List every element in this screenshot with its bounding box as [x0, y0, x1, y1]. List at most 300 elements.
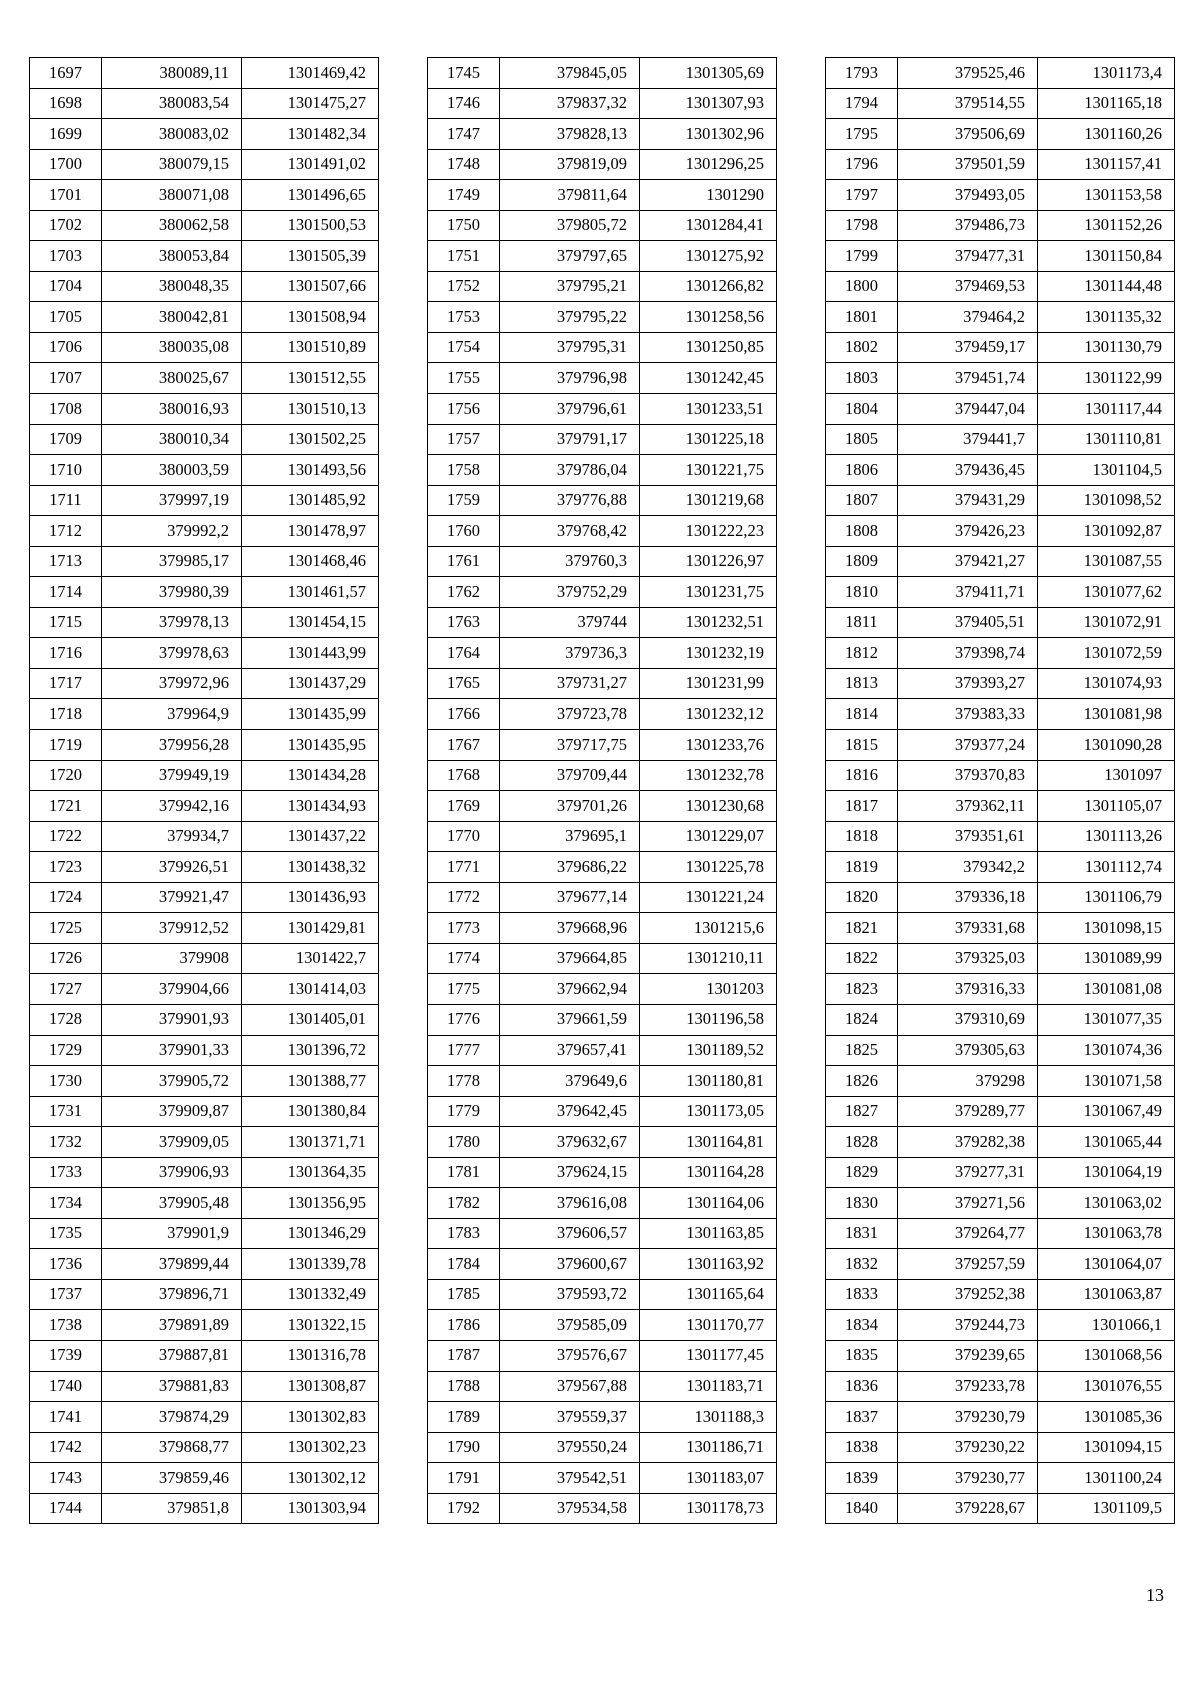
table-row [30, 1371, 379, 1402]
x-coordinate-cell: 379811,64 [500, 180, 640, 211]
y-coordinate-cell: 1301072,59 [1038, 638, 1175, 669]
y-coordinate-cell: 1301485,92 [242, 485, 379, 516]
point-number-cell: 1790 [428, 1432, 500, 1463]
point-number-cell: 1799 [826, 241, 898, 272]
point-number-cell: 1722 [30, 821, 102, 852]
x-coordinate-cell: 379228,67 [898, 1493, 1038, 1524]
x-coordinate-cell: 379271,56 [898, 1188, 1038, 1219]
x-coordinate-cell: 379796,61 [500, 394, 640, 425]
point-number-cell: 1781 [428, 1157, 500, 1188]
x-coordinate-cell: 379632,67 [500, 1127, 640, 1158]
table-row [428, 1249, 777, 1280]
x-coordinate-cell: 379331,68 [898, 913, 1038, 944]
table-row [30, 485, 379, 516]
point-number-cell: 1835 [826, 1340, 898, 1371]
y-coordinate-cell: 1301507,66 [242, 271, 379, 302]
table-row [30, 1249, 379, 1280]
table-row [826, 1218, 1175, 1249]
table-row [30, 394, 379, 425]
point-number-cell: 1716 [30, 638, 102, 669]
point-number-cell: 1820 [826, 882, 898, 913]
y-coordinate-cell: 1301468,46 [242, 546, 379, 577]
x-coordinate-cell: 379881,83 [102, 1371, 242, 1402]
table-row [428, 1371, 777, 1402]
x-coordinate-cell: 379362,11 [898, 791, 1038, 822]
table-row [826, 485, 1175, 516]
table-row [428, 1310, 777, 1341]
y-coordinate-cell: 1301189,52 [640, 1035, 777, 1066]
point-number-cell: 1744 [30, 1493, 102, 1524]
point-number-cell: 1802 [826, 332, 898, 363]
table-row [428, 1035, 777, 1066]
table-row [826, 332, 1175, 363]
table-row [826, 638, 1175, 669]
table-row [826, 271, 1175, 302]
table-row [30, 546, 379, 577]
table-row [30, 119, 379, 150]
table-row [428, 1279, 777, 1310]
x-coordinate-cell: 379370,83 [898, 760, 1038, 791]
table-row [826, 149, 1175, 180]
x-coordinate-cell: 379791,17 [500, 424, 640, 455]
point-number-cell: 1698 [30, 88, 102, 119]
table-row [826, 577, 1175, 608]
point-number-cell: 1720 [30, 760, 102, 791]
y-coordinate-cell: 1301422,7 [242, 943, 379, 974]
table-row [30, 1188, 379, 1219]
x-coordinate-cell: 379899,44 [102, 1249, 242, 1280]
table-row [30, 1463, 379, 1494]
y-coordinate-cell: 1301339,78 [242, 1249, 379, 1280]
point-number-cell: 1741 [30, 1402, 102, 1433]
x-coordinate-cell: 379550,24 [500, 1432, 640, 1463]
y-coordinate-cell: 1301275,92 [640, 241, 777, 272]
x-coordinate-cell: 380062,58 [102, 210, 242, 241]
table-row [428, 913, 777, 944]
y-coordinate-cell: 1301064,19 [1038, 1157, 1175, 1188]
x-coordinate-cell: 379411,71 [898, 577, 1038, 608]
table-row [428, 546, 777, 577]
table-row [826, 1035, 1175, 1066]
table-row [30, 1004, 379, 1035]
x-coordinate-cell: 379978,13 [102, 607, 242, 638]
table-row [826, 974, 1175, 1005]
x-coordinate-cell: 379289,77 [898, 1096, 1038, 1127]
x-coordinate-cell: 379405,51 [898, 607, 1038, 638]
table-row [30, 424, 379, 455]
table-row [428, 852, 777, 883]
point-number-cell: 1808 [826, 516, 898, 547]
page-number: 13 [1146, 1585, 1164, 1605]
y-coordinate-cell: 1301076,55 [1038, 1371, 1175, 1402]
x-coordinate-cell: 379851,8 [102, 1493, 242, 1524]
x-coordinate-cell: 379661,59 [500, 1004, 640, 1035]
x-coordinate-cell: 379436,45 [898, 455, 1038, 486]
x-coordinate-cell: 379264,77 [898, 1218, 1038, 1249]
y-coordinate-cell: 1301196,58 [640, 1004, 777, 1035]
table-row [428, 943, 777, 974]
x-coordinate-cell: 379464,2 [898, 302, 1038, 333]
x-coordinate-cell: 379576,67 [500, 1340, 640, 1371]
point-number-cell: 1833 [826, 1279, 898, 1310]
point-number-cell: 1701 [30, 180, 102, 211]
point-number-cell: 1728 [30, 1004, 102, 1035]
table-row [826, 1463, 1175, 1494]
point-number-cell: 1787 [428, 1340, 500, 1371]
x-coordinate-cell: 380035,08 [102, 332, 242, 363]
y-coordinate-cell: 1301068,56 [1038, 1340, 1175, 1371]
table-row [826, 302, 1175, 333]
point-number-cell: 1838 [826, 1432, 898, 1463]
y-coordinate-cell: 1301225,78 [640, 852, 777, 883]
table-row [30, 852, 379, 883]
x-coordinate-cell: 379686,22 [500, 852, 640, 883]
x-coordinate-cell: 379901,9 [102, 1218, 242, 1249]
table-row [30, 241, 379, 272]
x-coordinate-cell: 379649,6 [500, 1066, 640, 1097]
table-row [826, 1432, 1175, 1463]
table-row [826, 1157, 1175, 1188]
x-coordinate-cell: 379477,31 [898, 241, 1038, 272]
table-row [428, 1004, 777, 1035]
x-coordinate-cell: 379668,96 [500, 913, 640, 944]
table-row [30, 913, 379, 944]
point-number-cell: 1823 [826, 974, 898, 1005]
y-coordinate-cell: 1301100,24 [1038, 1463, 1175, 1494]
y-coordinate-cell: 1301066,1 [1038, 1310, 1175, 1341]
y-coordinate-cell: 1301074,93 [1038, 668, 1175, 699]
table-row [826, 424, 1175, 455]
y-coordinate-cell: 1301437,29 [242, 668, 379, 699]
table-row [30, 1066, 379, 1097]
y-coordinate-cell: 1301180,81 [640, 1066, 777, 1097]
x-coordinate-cell: 379606,57 [500, 1218, 640, 1249]
y-coordinate-cell: 1301482,34 [242, 119, 379, 150]
point-number-cell: 1724 [30, 882, 102, 913]
y-coordinate-cell: 1301215,6 [640, 913, 777, 944]
y-coordinate-cell: 1301316,78 [242, 1340, 379, 1371]
y-coordinate-cell: 1301380,84 [242, 1096, 379, 1127]
y-coordinate-cell: 1301396,72 [242, 1035, 379, 1066]
table-row [428, 485, 777, 516]
table-row [30, 516, 379, 547]
table-row [826, 394, 1175, 425]
y-coordinate-cell: 1301435,95 [242, 730, 379, 761]
y-coordinate-cell: 1301077,35 [1038, 1004, 1175, 1035]
table-row [826, 119, 1175, 150]
y-coordinate-cell: 1301242,45 [640, 363, 777, 394]
point-number-cell: 1733 [30, 1157, 102, 1188]
point-number-cell: 1749 [428, 180, 500, 211]
point-number-cell: 1742 [30, 1432, 102, 1463]
x-coordinate-cell: 379796,98 [500, 363, 640, 394]
y-coordinate-cell: 1301160,26 [1038, 119, 1175, 150]
table-row [826, 1402, 1175, 1433]
x-coordinate-cell: 379585,09 [500, 1310, 640, 1341]
table-row [30, 1035, 379, 1066]
point-number-cell: 1757 [428, 424, 500, 455]
x-coordinate-cell: 379997,19 [102, 485, 242, 516]
x-coordinate-cell: 379316,33 [898, 974, 1038, 1005]
point-number-cell: 1817 [826, 791, 898, 822]
x-coordinate-cell: 379695,1 [500, 821, 640, 852]
x-coordinate-cell: 379642,45 [500, 1096, 640, 1127]
point-number-cell: 1810 [826, 577, 898, 608]
y-coordinate-cell: 1301232,78 [640, 760, 777, 791]
table-row [826, 791, 1175, 822]
table-row [826, 730, 1175, 761]
y-coordinate-cell: 1301098,15 [1038, 913, 1175, 944]
table-row [428, 455, 777, 486]
point-number-cell: 1800 [826, 271, 898, 302]
point-number-cell: 1795 [826, 119, 898, 150]
y-coordinate-cell: 1301165,18 [1038, 88, 1175, 119]
table-row [30, 332, 379, 363]
x-coordinate-cell: 379980,39 [102, 577, 242, 608]
y-coordinate-cell: 1301109,5 [1038, 1493, 1175, 1524]
x-coordinate-cell: 379567,88 [500, 1371, 640, 1402]
point-number-cell: 1777 [428, 1035, 500, 1066]
y-coordinate-cell: 1301371,71 [242, 1127, 379, 1158]
y-coordinate-cell: 1301478,97 [242, 516, 379, 547]
y-coordinate-cell: 1301322,15 [242, 1310, 379, 1341]
point-number-cell: 1697 [30, 58, 102, 89]
x-coordinate-cell: 379305,63 [898, 1035, 1038, 1066]
x-coordinate-cell: 379905,72 [102, 1066, 242, 1097]
point-number-cell: 1788 [428, 1371, 500, 1402]
table-row [30, 180, 379, 211]
table-row [826, 943, 1175, 974]
table-row [30, 1402, 379, 1433]
y-coordinate-cell: 1301231,99 [640, 668, 777, 699]
point-number-cell: 1738 [30, 1310, 102, 1341]
x-coordinate-cell: 380053,84 [102, 241, 242, 272]
y-coordinate-cell: 1301356,95 [242, 1188, 379, 1219]
point-number-cell: 1826 [826, 1066, 898, 1097]
x-coordinate-cell: 379891,89 [102, 1310, 242, 1341]
point-number-cell: 1779 [428, 1096, 500, 1127]
table-row [428, 668, 777, 699]
x-coordinate-cell: 379325,03 [898, 943, 1038, 974]
point-number-cell: 1773 [428, 913, 500, 944]
table-row [30, 1127, 379, 1158]
y-coordinate-cell: 1301081,08 [1038, 974, 1175, 1005]
table-row [30, 577, 379, 608]
table-row [428, 180, 777, 211]
point-number-cell: 1758 [428, 455, 500, 486]
y-coordinate-cell: 1301219,68 [640, 485, 777, 516]
x-coordinate-cell: 379901,33 [102, 1035, 242, 1066]
y-coordinate-cell: 1301332,49 [242, 1279, 379, 1310]
table-row [30, 1432, 379, 1463]
y-coordinate-cell: 1301221,75 [640, 455, 777, 486]
y-coordinate-cell: 1301087,55 [1038, 546, 1175, 577]
y-coordinate-cell: 1301229,07 [640, 821, 777, 852]
y-coordinate-cell: 1301153,58 [1038, 180, 1175, 211]
point-number-cell: 1796 [826, 149, 898, 180]
y-coordinate-cell: 1301173,05 [640, 1096, 777, 1127]
point-number-cell: 1834 [826, 1310, 898, 1341]
table-row [428, 516, 777, 547]
y-coordinate-cell: 1301434,93 [242, 791, 379, 822]
x-coordinate-cell: 379677,14 [500, 882, 640, 913]
y-coordinate-cell: 1301065,44 [1038, 1127, 1175, 1158]
y-coordinate-cell: 1301505,39 [242, 241, 379, 272]
y-coordinate-cell: 1301346,29 [242, 1218, 379, 1249]
x-coordinate-cell: 379805,72 [500, 210, 640, 241]
y-coordinate-cell: 1301302,12 [242, 1463, 379, 1494]
point-number-cell: 1836 [826, 1371, 898, 1402]
point-number-cell: 1789 [428, 1402, 500, 1433]
x-coordinate-cell: 379905,48 [102, 1188, 242, 1219]
table-row [428, 638, 777, 669]
x-coordinate-cell: 379956,28 [102, 730, 242, 761]
point-number-cell: 1782 [428, 1188, 500, 1219]
y-coordinate-cell: 1301307,93 [640, 88, 777, 119]
point-number-cell: 1708 [30, 394, 102, 425]
y-coordinate-cell: 1301436,93 [242, 882, 379, 913]
x-coordinate-cell: 379736,3 [500, 638, 640, 669]
point-number-cell: 1707 [30, 363, 102, 394]
y-coordinate-cell: 1301461,57 [242, 577, 379, 608]
table-row [826, 913, 1175, 944]
table-row [826, 1279, 1175, 1310]
table-row [30, 1340, 379, 1371]
x-coordinate-cell: 379616,08 [500, 1188, 640, 1219]
point-number-cell: 1753 [428, 302, 500, 333]
x-coordinate-cell: 379230,77 [898, 1463, 1038, 1494]
y-coordinate-cell: 1301157,41 [1038, 149, 1175, 180]
table-row [428, 149, 777, 180]
x-coordinate-cell: 379664,85 [500, 943, 640, 974]
coordinates-table-3 [825, 57, 1175, 1524]
point-number-cell: 1780 [428, 1127, 500, 1158]
point-number-cell: 1726 [30, 943, 102, 974]
y-coordinate-cell: 1301183,07 [640, 1463, 777, 1494]
x-coordinate-cell: 379909,05 [102, 1127, 242, 1158]
y-coordinate-cell: 1301475,27 [242, 88, 379, 119]
point-number-cell: 1735 [30, 1218, 102, 1249]
table-row [30, 943, 379, 974]
x-coordinate-cell: 379985,17 [102, 546, 242, 577]
x-coordinate-cell: 379906,93 [102, 1157, 242, 1188]
table-row [826, 241, 1175, 272]
y-coordinate-cell: 1301230,68 [640, 791, 777, 822]
y-coordinate-cell: 1301284,41 [640, 210, 777, 241]
x-coordinate-cell: 379868,77 [102, 1432, 242, 1463]
point-number-cell: 1721 [30, 791, 102, 822]
x-coordinate-cell: 379431,29 [898, 485, 1038, 516]
point-number-cell: 1766 [428, 699, 500, 730]
point-number-cell: 1740 [30, 1371, 102, 1402]
x-coordinate-cell: 380042,81 [102, 302, 242, 333]
y-coordinate-cell: 1301210,11 [640, 943, 777, 974]
y-coordinate-cell: 1301077,62 [1038, 577, 1175, 608]
x-coordinate-cell: 380025,67 [102, 363, 242, 394]
table-row [428, 760, 777, 791]
y-coordinate-cell: 1301232,19 [640, 638, 777, 669]
x-coordinate-cell: 379912,52 [102, 913, 242, 944]
point-number-cell: 1797 [826, 180, 898, 211]
x-coordinate-cell: 379310,69 [898, 1004, 1038, 1035]
y-coordinate-cell: 1301258,56 [640, 302, 777, 333]
x-coordinate-cell: 379657,41 [500, 1035, 640, 1066]
table-row [30, 149, 379, 180]
point-number-cell: 1824 [826, 1004, 898, 1035]
x-coordinate-cell: 379768,42 [500, 516, 640, 547]
table-row [30, 1279, 379, 1310]
y-coordinate-cell: 1301178,73 [640, 1493, 777, 1524]
x-coordinate-cell: 379506,69 [898, 119, 1038, 150]
y-coordinate-cell: 1301067,49 [1038, 1096, 1175, 1127]
x-coordinate-cell: 380048,35 [102, 271, 242, 302]
point-number-cell: 1803 [826, 363, 898, 394]
table-row [826, 607, 1175, 638]
y-coordinate-cell: 1301072,91 [1038, 607, 1175, 638]
table-row [428, 730, 777, 761]
x-coordinate-cell: 379230,22 [898, 1432, 1038, 1463]
point-number-cell: 1714 [30, 577, 102, 608]
point-number-cell: 1713 [30, 546, 102, 577]
x-coordinate-cell: 379926,51 [102, 852, 242, 883]
x-coordinate-cell: 380083,54 [102, 88, 242, 119]
table-row [826, 516, 1175, 547]
y-coordinate-cell: 1301266,82 [640, 271, 777, 302]
table-row [30, 974, 379, 1005]
x-coordinate-cell: 379701,26 [500, 791, 640, 822]
point-number-cell: 1747 [428, 119, 500, 150]
y-coordinate-cell: 1301296,25 [640, 149, 777, 180]
x-coordinate-cell: 379501,59 [898, 149, 1038, 180]
point-number-cell: 1812 [826, 638, 898, 669]
y-coordinate-cell: 1301231,75 [640, 577, 777, 608]
point-number-cell: 1705 [30, 302, 102, 333]
x-coordinate-cell: 379559,37 [500, 1402, 640, 1433]
table-row [826, 821, 1175, 852]
y-coordinate-cell: 1301163,85 [640, 1218, 777, 1249]
table-row [826, 210, 1175, 241]
point-number-cell: 1745 [428, 58, 500, 89]
table-row [826, 1004, 1175, 1035]
y-coordinate-cell: 1301165,64 [640, 1279, 777, 1310]
y-coordinate-cell: 1301164,06 [640, 1188, 777, 1219]
coordinates-table-1 [29, 57, 379, 1524]
point-number-cell: 1815 [826, 730, 898, 761]
point-number-cell: 1775 [428, 974, 500, 1005]
point-number-cell: 1762 [428, 577, 500, 608]
table-row [826, 852, 1175, 883]
y-coordinate-cell: 1301414,03 [242, 974, 379, 1005]
table-row [30, 210, 379, 241]
table-row [826, 699, 1175, 730]
y-coordinate-cell: 1301150,84 [1038, 241, 1175, 272]
table-row [30, 882, 379, 913]
y-coordinate-cell: 1301144,48 [1038, 271, 1175, 302]
x-coordinate-cell: 380003,59 [102, 455, 242, 486]
point-number-cell: 1752 [428, 271, 500, 302]
point-number-cell: 1792 [428, 1493, 500, 1524]
y-coordinate-cell: 1301233,76 [640, 730, 777, 761]
point-number-cell: 1807 [826, 485, 898, 516]
y-coordinate-cell: 1301508,94 [242, 302, 379, 333]
point-number-cell: 1750 [428, 210, 500, 241]
y-coordinate-cell: 1301081,98 [1038, 699, 1175, 730]
x-coordinate-cell: 379393,27 [898, 668, 1038, 699]
point-number-cell: 1729 [30, 1035, 102, 1066]
point-number-cell: 1732 [30, 1127, 102, 1158]
table-row [428, 210, 777, 241]
x-coordinate-cell: 379744 [500, 607, 640, 638]
